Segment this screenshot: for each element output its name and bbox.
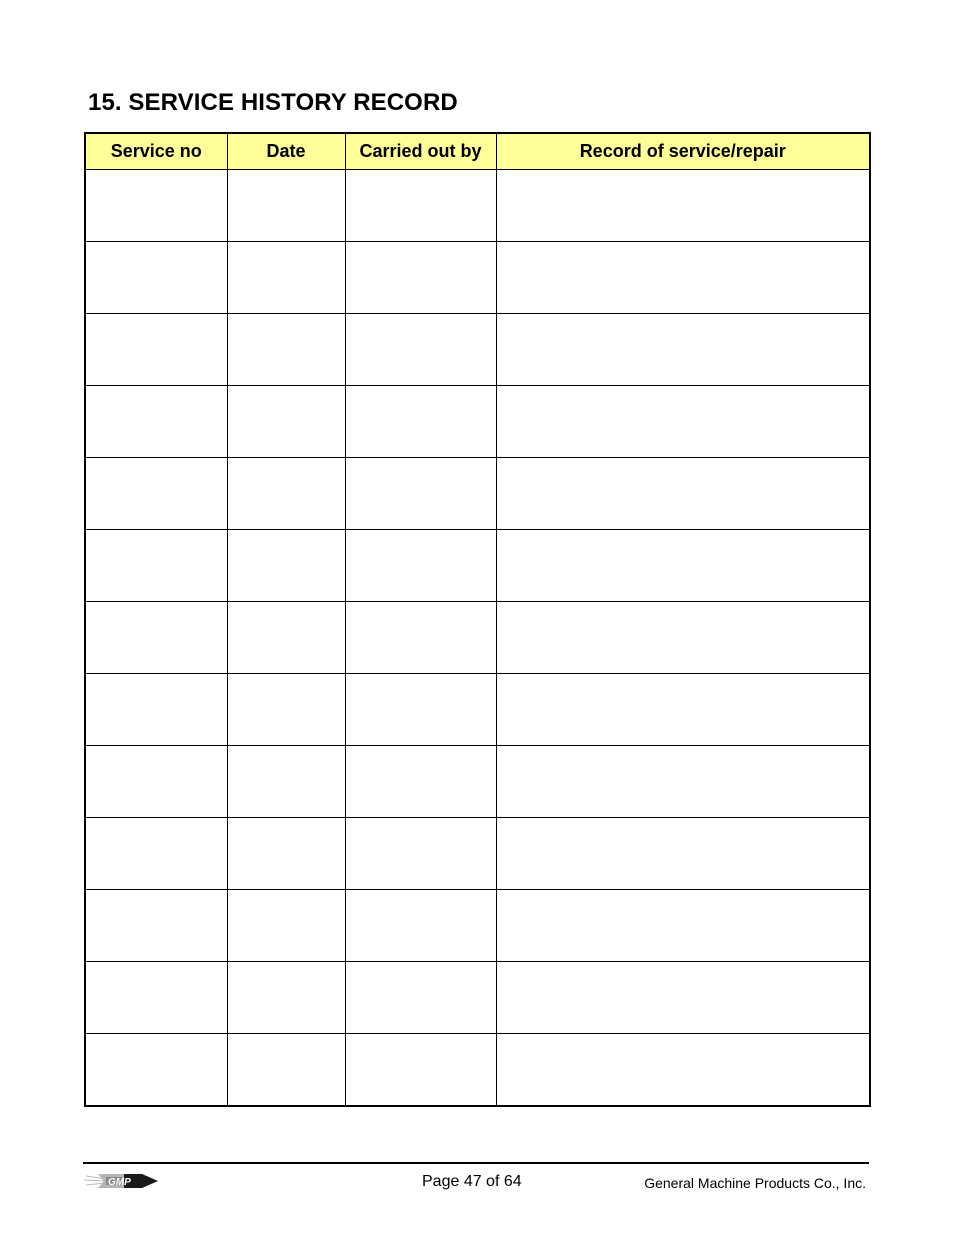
record-cell[interactable]: [496, 242, 870, 314]
gmp-logo-text: GMP: [108, 1177, 131, 1188]
carried-out-by-cell[interactable]: [345, 962, 496, 1034]
service-history-table: [84, 132, 871, 1107]
column-header-carried-out-by: Carried out by: [345, 133, 496, 170]
date-cell[interactable]: [227, 314, 345, 386]
date-cell[interactable]: [227, 674, 345, 746]
record-cell[interactable]: [496, 890, 870, 962]
carried-out-by-cell[interactable]: [345, 746, 496, 818]
table-row: [85, 242, 870, 314]
table-body: [85, 170, 870, 1107]
date-cell[interactable]: [227, 1034, 345, 1107]
table-row: [85, 746, 870, 818]
service-no-cell[interactable]: [85, 170, 227, 242]
record-cell[interactable]: [496, 674, 870, 746]
table-row: [85, 314, 870, 386]
table-row: [85, 890, 870, 962]
record-cell[interactable]: [496, 602, 870, 674]
date-cell[interactable]: [227, 746, 345, 818]
footer-divider: [83, 1162, 869, 1164]
service-no-cell[interactable]: [85, 674, 227, 746]
gmp-logo: [84, 1170, 160, 1192]
service-no-cell[interactable]: [85, 890, 227, 962]
service-no-cell[interactable]: [85, 1034, 227, 1107]
record-cell[interactable]: [496, 530, 870, 602]
date-cell[interactable]: [227, 530, 345, 602]
table-row: [85, 962, 870, 1034]
table-header-row: [85, 133, 870, 170]
carried-out-by-cell[interactable]: [345, 458, 496, 530]
service-no-cell[interactable]: [85, 386, 227, 458]
date-cell[interactable]: [227, 170, 345, 242]
table-row: [85, 818, 870, 890]
service-no-cell[interactable]: [85, 530, 227, 602]
carried-out-by-cell[interactable]: [345, 674, 496, 746]
carried-out-by-cell[interactable]: [345, 1034, 496, 1107]
column-header-service-no: Service no: [85, 133, 227, 170]
carried-out-by-cell[interactable]: [345, 818, 496, 890]
record-cell[interactable]: [496, 962, 870, 1034]
table-row: [85, 1034, 870, 1107]
table-row: [85, 386, 870, 458]
service-no-cell[interactable]: [85, 602, 227, 674]
carried-out-by-cell[interactable]: [345, 890, 496, 962]
carried-out-by-cell[interactable]: [345, 530, 496, 602]
date-cell[interactable]: [227, 890, 345, 962]
table-row: [85, 602, 870, 674]
date-cell[interactable]: [227, 242, 345, 314]
record-cell[interactable]: [496, 818, 870, 890]
date-cell[interactable]: [227, 458, 345, 530]
company-name: General Machine Products Co., Inc.: [644, 1175, 866, 1191]
carried-out-by-cell[interactable]: [345, 170, 496, 242]
table-row: [85, 170, 870, 242]
column-header-record: Record of service/repair: [496, 133, 870, 170]
service-no-cell[interactable]: [85, 746, 227, 818]
record-cell[interactable]: [496, 314, 870, 386]
service-no-cell[interactable]: [85, 818, 227, 890]
service-no-cell[interactable]: [85, 962, 227, 1034]
record-cell[interactable]: [496, 1034, 870, 1107]
table-row: [85, 530, 870, 602]
date-cell[interactable]: [227, 602, 345, 674]
service-no-cell[interactable]: [85, 314, 227, 386]
page-title: 15. SERVICE HISTORY RECORD: [88, 89, 458, 116]
record-cell[interactable]: [496, 170, 870, 242]
page-number: Page 47 of 64: [422, 1173, 522, 1190]
carried-out-by-cell[interactable]: [345, 602, 496, 674]
table-row: [85, 674, 870, 746]
service-no-cell[interactable]: [85, 458, 227, 530]
service-no-cell[interactable]: [85, 242, 227, 314]
carried-out-by-cell[interactable]: [345, 242, 496, 314]
record-cell[interactable]: [496, 458, 870, 530]
carried-out-by-cell[interactable]: [345, 386, 496, 458]
table-row: [85, 458, 870, 530]
date-cell[interactable]: [227, 818, 345, 890]
date-cell[interactable]: [227, 962, 345, 1034]
date-cell[interactable]: [227, 386, 345, 458]
record-cell[interactable]: [496, 746, 870, 818]
record-cell[interactable]: [496, 386, 870, 458]
carried-out-by-cell[interactable]: [345, 314, 496, 386]
column-header-date: Date: [227, 133, 345, 170]
